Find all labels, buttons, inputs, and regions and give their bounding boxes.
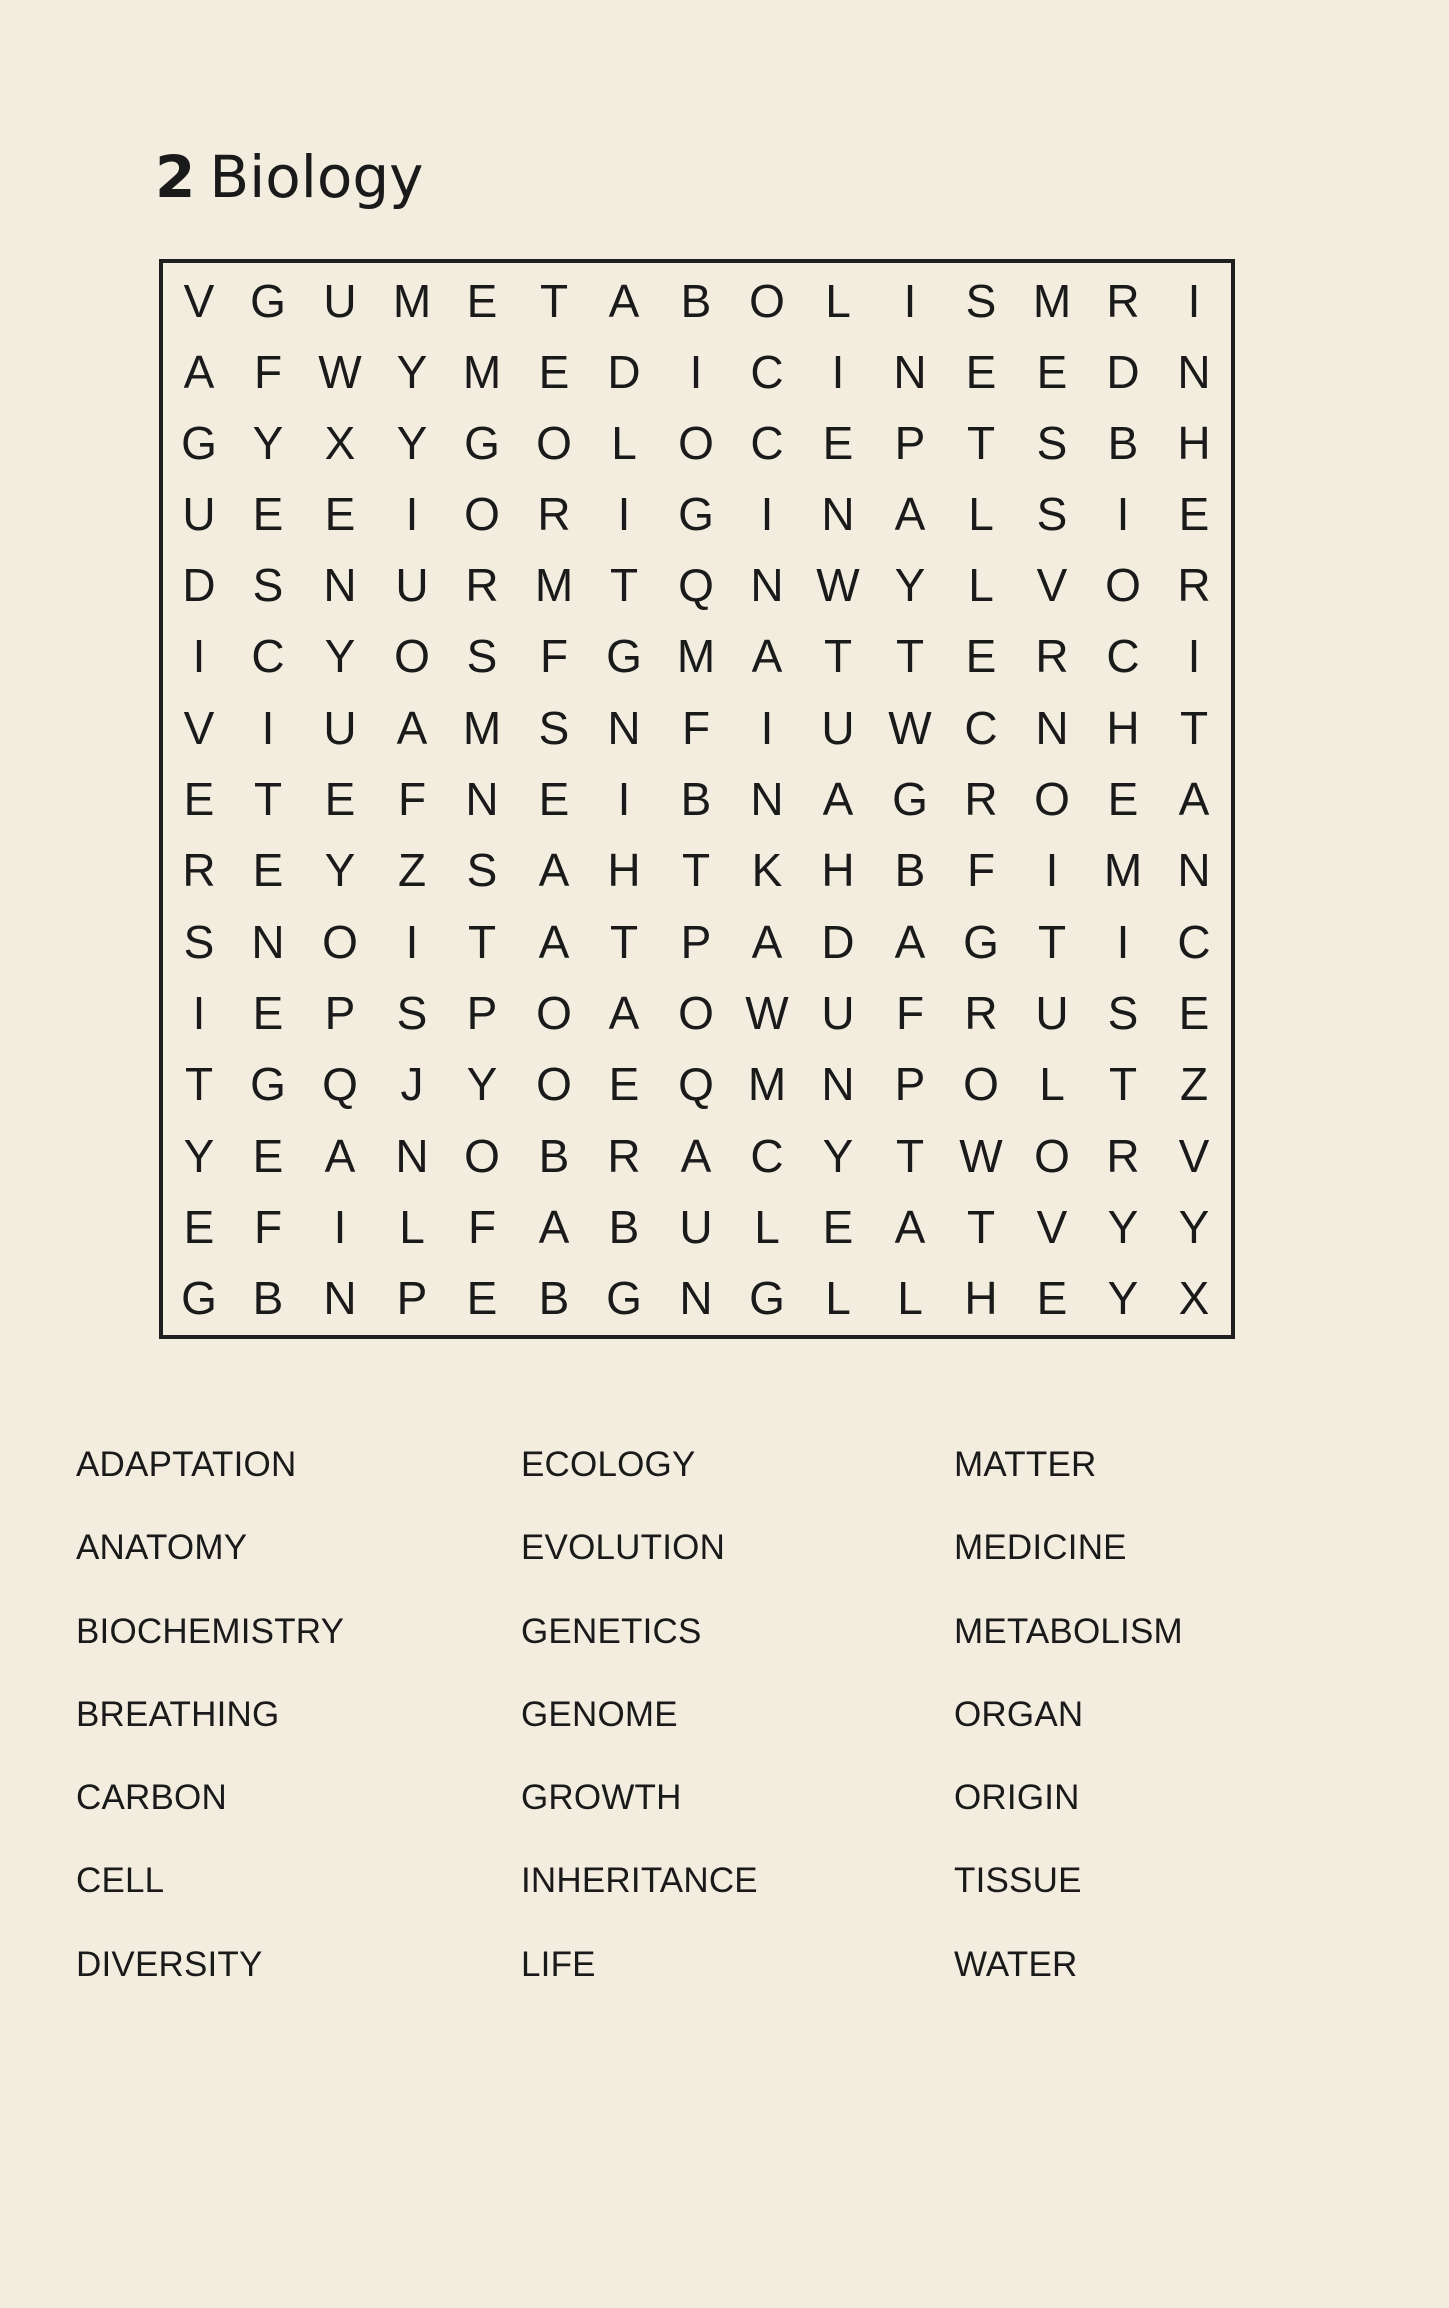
grid-letter: Y <box>396 417 428 469</box>
grid-letter: E <box>252 488 284 540</box>
word-list-item: ANATOMY <box>76 1528 248 1567</box>
grid-letter: R <box>182 844 216 896</box>
word-list-item: BIOCHEMISTRY <box>76 1612 345 1651</box>
grid-letter: F <box>895 987 925 1039</box>
grid-letter: O <box>678 417 714 469</box>
grid-letter: X <box>1178 1272 1210 1324</box>
grid-letter: Y <box>894 559 926 611</box>
grid-letter: F <box>253 346 283 398</box>
word-list-item: GROWTH <box>521 1778 682 1817</box>
grid-letter: Y <box>1178 1201 1210 1253</box>
word-list-item: MATTER <box>954 1445 1097 1484</box>
grid-letter: V <box>1036 559 1068 611</box>
grid-letter: Q <box>678 559 714 611</box>
grid-letter: B <box>1107 417 1139 469</box>
grid-letter: L <box>1039 1058 1065 1110</box>
grid-letter: E <box>324 488 356 540</box>
grid-letter: O <box>1105 559 1141 611</box>
word-list-item: METABOLISM <box>954 1612 1183 1651</box>
grid-letter: H <box>1106 702 1140 754</box>
grid-letter: A <box>894 1201 926 1253</box>
word-list-item: ORIGIN <box>954 1778 1080 1817</box>
grid-letter: I <box>617 773 631 825</box>
grid-letter: F <box>467 1201 497 1253</box>
grid-letter: L <box>611 417 637 469</box>
grid-letter: S <box>1036 488 1068 540</box>
word-list-item: ORGAN <box>954 1695 1084 1734</box>
grid-letter: Y <box>822 1130 854 1182</box>
word-list-item: CELL <box>76 1861 165 1900</box>
grid-letter: P <box>894 417 926 469</box>
grid-letter: P <box>894 1058 926 1110</box>
grid-letter: C <box>964 702 998 754</box>
grid-letter: V <box>183 275 215 327</box>
grid-letter: T <box>1179 702 1209 754</box>
grid-letter: A <box>1178 773 1210 825</box>
grid-letter: E <box>252 1130 284 1182</box>
grid-letter: W <box>318 346 362 398</box>
grid-letter: Q <box>678 1058 714 1110</box>
grid-letter: R <box>537 488 571 540</box>
grid-letter: T <box>184 1058 214 1110</box>
grid-letter: T <box>539 275 569 327</box>
grid-letter: A <box>608 987 640 1039</box>
word-list-item: BREATHING <box>76 1695 280 1734</box>
grid-letter: A <box>396 702 428 754</box>
grid-letter: T <box>1037 916 1067 968</box>
grid-letter: T <box>966 417 996 469</box>
grid-letter: O <box>464 488 500 540</box>
word-list-item: GENETICS <box>521 1612 702 1651</box>
grid-letter: E <box>822 417 854 469</box>
word-list-item: WATER <box>954 1945 1078 1984</box>
word-list-item: CARBON <box>76 1778 227 1817</box>
grid-letter: A <box>608 275 640 327</box>
grid-letter: O <box>1034 773 1070 825</box>
grid-letter: M <box>747 1058 787 1110</box>
grid-letter: Y <box>183 1130 215 1182</box>
grid-letter: U <box>679 1201 713 1253</box>
grid-letter: N <box>821 1058 855 1110</box>
grid-letter: A <box>751 916 783 968</box>
grid-letter: O <box>536 417 572 469</box>
grid-letter: S <box>965 275 997 327</box>
grid-letter: B <box>252 1272 284 1324</box>
grid-letter: D <box>182 559 216 611</box>
grid-letter: G <box>181 1272 217 1324</box>
grid-letter: N <box>323 1272 357 1324</box>
grid-letter: U <box>395 559 429 611</box>
word-list-item: DIVERSITY <box>76 1945 263 1984</box>
grid-letter: D <box>607 346 641 398</box>
grid-letter: I <box>261 702 275 754</box>
grid-letter: O <box>536 1058 572 1110</box>
grid-letter: E <box>1036 1272 1068 1324</box>
grid-letter: D <box>1106 346 1140 398</box>
grid-letter: I <box>760 488 774 540</box>
grid-letter: I <box>192 987 206 1039</box>
grid-letter: U <box>821 987 855 1039</box>
grid-letter: H <box>964 1272 998 1324</box>
grid-letter: G <box>892 773 928 825</box>
grid-letter: L <box>754 1201 780 1253</box>
grid-letter: A <box>894 916 926 968</box>
grid-letter: R <box>964 773 998 825</box>
grid-letter: I <box>831 346 845 398</box>
grid-letter: S <box>183 916 215 968</box>
grid-letter: E <box>183 1201 215 1253</box>
grid-letter: C <box>750 417 784 469</box>
grid-letter: H <box>1177 417 1211 469</box>
grid-letter: A <box>751 630 783 682</box>
grid-letter: O <box>322 916 358 968</box>
grid-letter: Z <box>397 844 427 896</box>
grid-letter: Y <box>1107 1201 1139 1253</box>
grid-letter: N <box>251 916 285 968</box>
grid-letter: U <box>1035 987 1069 1039</box>
grid-letter: L <box>825 275 851 327</box>
grid-letter: N <box>1177 346 1211 398</box>
grid-letter: A <box>822 773 854 825</box>
puzzle-title: Biology <box>209 143 424 211</box>
grid-letter: T <box>609 916 639 968</box>
grid-letter: N <box>679 1272 713 1324</box>
grid-letter: D <box>821 916 855 968</box>
grid-letter: E <box>466 1272 498 1324</box>
grid-letter: T <box>895 630 925 682</box>
grid-letter: T <box>681 844 711 896</box>
grid-letter: A <box>183 346 215 398</box>
grid-letter: L <box>968 559 994 611</box>
word-list-item: LIFE <box>521 1945 596 1984</box>
grid-letter: Y <box>466 1058 498 1110</box>
word-list-item: TISSUE <box>954 1861 1082 1900</box>
grid-letter: V <box>183 702 215 754</box>
grid-letter: R <box>1035 630 1069 682</box>
grid-letter: T <box>823 630 853 682</box>
grid-letter: A <box>538 844 570 896</box>
grid-letter: Y <box>396 346 428 398</box>
grid-letter: U <box>182 488 216 540</box>
grid-letter: F <box>681 702 711 754</box>
grid-letter: G <box>464 417 500 469</box>
word-list-item: ADAPTATION <box>76 1445 297 1484</box>
grid-letter: O <box>1034 1130 1070 1182</box>
grid-letter: A <box>538 1201 570 1253</box>
grid-letter: G <box>963 916 999 968</box>
grid-letter: Y <box>324 630 356 682</box>
grid-letter: M <box>462 702 502 754</box>
grid-letter: S <box>466 844 498 896</box>
grid-letter: E <box>1178 488 1210 540</box>
grid-letter: I <box>1187 275 1201 327</box>
grid-letter: N <box>750 559 784 611</box>
grid-letter: N <box>1035 702 1069 754</box>
grid-letter: E <box>538 346 570 398</box>
grid-letter: E <box>252 987 284 1039</box>
grid-letter: C <box>750 346 784 398</box>
word-list-item: ECOLOGY <box>521 1445 696 1484</box>
grid-letter: Y <box>324 844 356 896</box>
grid-letter: B <box>680 773 712 825</box>
grid-letter: E <box>538 773 570 825</box>
grid-letter: A <box>538 916 570 968</box>
grid-letter: E <box>1107 773 1139 825</box>
grid-letter: S <box>538 702 570 754</box>
grid-letter: I <box>1116 488 1130 540</box>
grid-letter: V <box>1178 1130 1210 1182</box>
grid-letter: X <box>324 417 356 469</box>
grid-letter: T <box>895 1130 925 1182</box>
grid-letter: S <box>396 987 428 1039</box>
grid-letter: L <box>968 488 994 540</box>
grid-letter: L <box>897 1272 923 1324</box>
grid-letter: O <box>749 275 785 327</box>
grid-letter: I <box>405 916 419 968</box>
word-list-item: EVOLUTION <box>521 1528 726 1567</box>
grid-letter: G <box>606 1272 642 1324</box>
grid-letter: N <box>1177 844 1211 896</box>
grid-letter: M <box>1032 275 1072 327</box>
grid-letter: A <box>324 1130 356 1182</box>
grid-letter: C <box>750 1130 784 1182</box>
grid-letter: I <box>333 1201 347 1253</box>
grid-letter: F <box>966 844 996 896</box>
grid-letter: B <box>608 1201 640 1253</box>
grid-letter: R <box>607 1130 641 1182</box>
grid-letter: B <box>680 275 712 327</box>
grid-letter: N <box>893 346 927 398</box>
grid-letter: T <box>966 1201 996 1253</box>
grid-letter: Y <box>1107 1272 1139 1324</box>
grid-letter: S <box>466 630 498 682</box>
grid-letter: I <box>405 488 419 540</box>
grid-letter: E <box>466 275 498 327</box>
grid-letter: C <box>251 630 285 682</box>
grid-letter: T <box>1108 1058 1138 1110</box>
grid-letter: S <box>1036 417 1068 469</box>
grid-letter: M <box>392 275 432 327</box>
grid-letter: E <box>183 773 215 825</box>
grid-letter: U <box>323 275 357 327</box>
grid-letter: R <box>1106 1130 1140 1182</box>
grid-letter: P <box>324 987 356 1039</box>
grid-letter: N <box>821 488 855 540</box>
grid-letter: I <box>1116 916 1130 968</box>
puzzle-number: 2 <box>155 143 196 211</box>
grid-letter: O <box>394 630 430 682</box>
grid-letter: N <box>323 559 357 611</box>
grid-letter: V <box>1036 1201 1068 1253</box>
grid-letter: L <box>399 1201 425 1253</box>
grid-letter: E <box>608 1058 640 1110</box>
grid-letter: T <box>253 773 283 825</box>
grid-letter: F <box>539 630 569 682</box>
grid-letter: T <box>467 916 497 968</box>
grid-letter: N <box>750 773 784 825</box>
grid-letter: R <box>964 987 998 1039</box>
grid-letter: N <box>395 1130 429 1182</box>
grid-letter: E <box>965 346 997 398</box>
grid-letter: E <box>252 844 284 896</box>
grid-letter: W <box>888 702 932 754</box>
grid-letter: Q <box>322 1058 358 1110</box>
grid-letter: N <box>607 702 641 754</box>
grid-letter: R <box>465 559 499 611</box>
grid-letter: B <box>538 1272 570 1324</box>
grid-letter: C <box>1177 916 1211 968</box>
grid-letter: B <box>538 1130 570 1182</box>
word-list-item: INHERITANCE <box>521 1861 758 1900</box>
grid-letter: T <box>609 559 639 611</box>
grid-letter: W <box>816 559 860 611</box>
grid-letter: I <box>903 275 917 327</box>
grid-letter: P <box>396 1272 428 1324</box>
grid-letter: A <box>680 1130 712 1182</box>
grid-letter: I <box>1045 844 1059 896</box>
grid-letter: P <box>466 987 498 1039</box>
grid-letter: M <box>676 630 716 682</box>
grid-letter: Z <box>1179 1058 1209 1110</box>
grid-letter: G <box>181 417 217 469</box>
grid-letter: O <box>464 1130 500 1182</box>
grid-letter: K <box>751 844 783 896</box>
grid-letter: W <box>745 987 789 1039</box>
grid-letter: B <box>894 844 926 896</box>
grid-letter: G <box>678 488 714 540</box>
grid-letter: I <box>192 630 206 682</box>
grid-letter: F <box>253 1201 283 1253</box>
grid-letter: E <box>965 630 997 682</box>
grid-letter: O <box>678 987 714 1039</box>
grid-letter: I <box>689 346 703 398</box>
grid-letter: G <box>749 1272 785 1324</box>
grid-letter: O <box>963 1058 999 1110</box>
grid-letter: M <box>534 559 574 611</box>
grid-letter: F <box>397 773 427 825</box>
grid-letter: R <box>1177 559 1211 611</box>
grid-letter: W <box>959 1130 1003 1182</box>
grid-letter: U <box>821 702 855 754</box>
grid-letter: I <box>760 702 774 754</box>
grid-letter: H <box>607 844 641 896</box>
grid-letter: S <box>1107 987 1139 1039</box>
grid-letter: R <box>1106 275 1140 327</box>
grid-letter: J <box>400 1058 424 1110</box>
grid-letter: M <box>1103 844 1143 896</box>
grid-letter: E <box>822 1201 854 1253</box>
grid-letter: G <box>250 275 286 327</box>
grid-letter: G <box>250 1058 286 1110</box>
grid-letter: E <box>324 773 356 825</box>
grid-letter: P <box>680 916 712 968</box>
grid-letter: U <box>323 702 357 754</box>
grid-letter: Y <box>252 417 284 469</box>
grid-letter: N <box>465 773 499 825</box>
grid-letter: H <box>821 844 855 896</box>
word-list-item: MEDICINE <box>954 1528 1127 1567</box>
grid-letter: L <box>825 1272 851 1324</box>
grid-letter: I <box>617 488 631 540</box>
grid-letter: M <box>462 346 502 398</box>
grid-letter: G <box>606 630 642 682</box>
grid-letter: C <box>1106 630 1140 682</box>
grid-letter: S <box>252 559 284 611</box>
grid-letter: I <box>1187 630 1201 682</box>
grid-letter: E <box>1178 987 1210 1039</box>
grid-letter: A <box>894 488 926 540</box>
grid-letter: E <box>1036 346 1068 398</box>
word-list-item: GENOME <box>521 1695 678 1734</box>
grid-letter: O <box>536 987 572 1039</box>
